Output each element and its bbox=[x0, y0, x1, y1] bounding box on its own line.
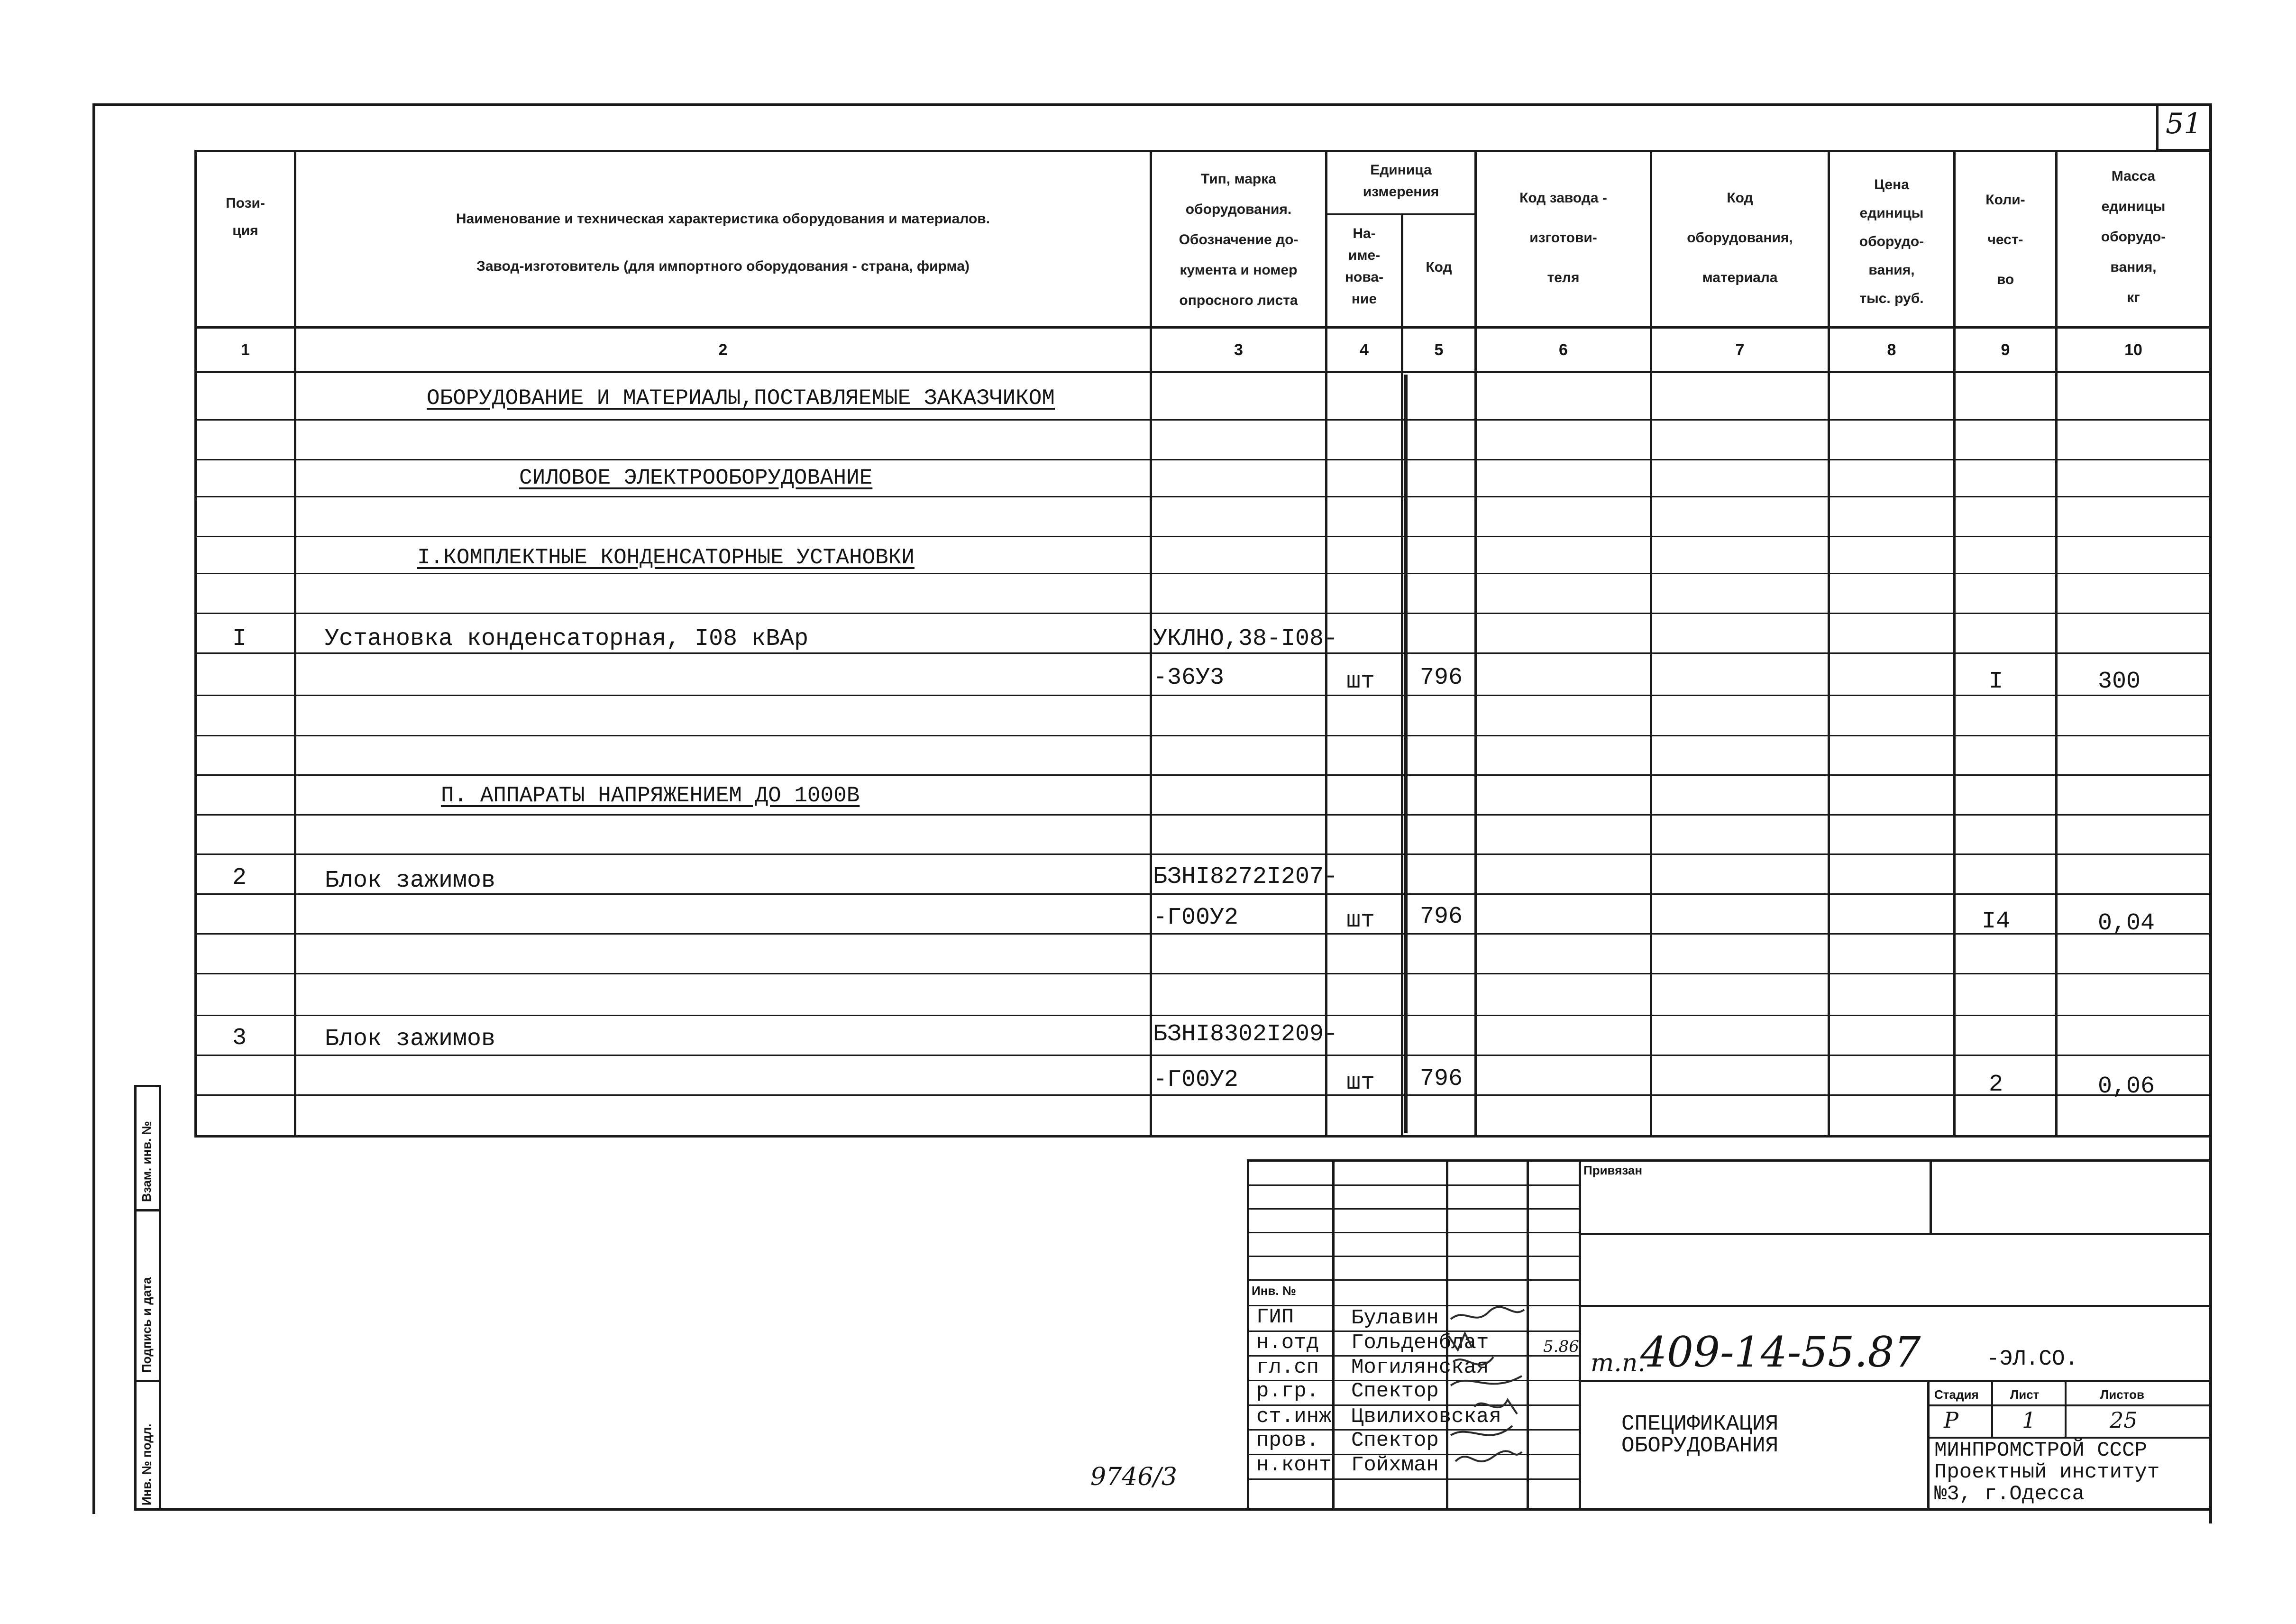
item-name: Блок зажимов bbox=[325, 1026, 496, 1053]
privyazan-label: Привязан bbox=[1583, 1163, 1643, 1177]
col-header-unit-name: На- име- нова- ние bbox=[1345, 226, 1384, 307]
col-header-mass: Масса единицы оборудо- вания, кг bbox=[2101, 168, 2166, 305]
staff-name: Могилянская bbox=[1351, 1356, 1489, 1379]
col-header-position: Пози- ция bbox=[226, 195, 265, 239]
item-mass: 0,04 bbox=[2098, 910, 2155, 937]
item-quantity: I4 bbox=[1982, 908, 2011, 935]
doc-suffix: -ЭЛ.СО. bbox=[1986, 1347, 2078, 1371]
col-number: 10 bbox=[2124, 341, 2142, 359]
staff-role: н.отд bbox=[1256, 1331, 1319, 1355]
item-unit: шт bbox=[1346, 668, 1375, 695]
item-quantity: I bbox=[1989, 668, 2003, 695]
staff-name: Спектор bbox=[1351, 1429, 1439, 1452]
item-type-cont: -36У3 bbox=[1153, 664, 1225, 691]
item-unit-code: 796 bbox=[1420, 1065, 1463, 1092]
col-header-factory-code: Код завода - изготови- теля bbox=[1519, 190, 1607, 285]
frame-right bbox=[2209, 103, 2212, 1523]
item-unit: шт bbox=[1346, 1069, 1375, 1096]
staff-role: ГИП bbox=[1256, 1305, 1294, 1329]
col-number: 1 bbox=[241, 341, 250, 359]
col-header-price: Цена единицы оборудо- вания, тыс. руб. bbox=[1859, 177, 1924, 306]
item-type: УКЛНО,38-I08- bbox=[1153, 625, 1338, 652]
staff-role: р.гр. bbox=[1256, 1379, 1319, 1403]
side-label-podpis: Подпись и дата bbox=[139, 1277, 154, 1373]
item-mass: 0,06 bbox=[2098, 1073, 2155, 1100]
col-header-type: Тип, марка оборудования. Обозначение до- кумента и номер опросного листа bbox=[1179, 171, 1299, 308]
frame-top bbox=[92, 103, 2212, 106]
inv-no-label: Инв. № bbox=[1252, 1284, 1296, 1298]
item-position: 3 bbox=[232, 1025, 247, 1052]
item-position: I bbox=[232, 625, 247, 652]
stadia-label: Стадия bbox=[1934, 1387, 1979, 1402]
signature-scribbles bbox=[1446, 1305, 1579, 1480]
staff-name: Гольденблат bbox=[1351, 1331, 1489, 1355]
item-unit: шт bbox=[1346, 907, 1375, 934]
section-heading: I.КОМПЛЕКТНЫЕ КОНДЕНСАТОРНЫЕ УСТАНОВКИ bbox=[417, 545, 915, 570]
section-heading: ОБОРУДОВАНИЕ И МАТЕРИАЛЫ,ПОСТАВЛЯЕМЫЕ ЗАКАЗЧИКОМ bbox=[427, 386, 1055, 411]
staff-name: Булавин bbox=[1351, 1306, 1439, 1330]
staff-role: пров. bbox=[1256, 1429, 1319, 1452]
col-header-name: Наименование и техническая характеристика оборудования и материалов. Завод-изготовитель (для импортного оборудования - страна, фирма) bbox=[456, 211, 990, 274]
staff-role: ст.инж bbox=[1256, 1405, 1332, 1429]
item-mass: 300 bbox=[2098, 668, 2141, 695]
item-name: Установка конденсаторная, I08 кВАр bbox=[325, 625, 809, 652]
item-type: БЗНI8272I207- bbox=[1153, 863, 1338, 890]
organization: МИНПРОМСТРОЙ СССР Проектный институт №3, г.Одесса bbox=[1934, 1439, 2160, 1506]
frame-left bbox=[92, 103, 95, 1514]
section-heading: СИЛОВОЕ ЭЛЕКТРООБОРУДОВАНИЕ bbox=[519, 466, 873, 490]
stadia-value: Р bbox=[1944, 1407, 1958, 1433]
list-value: 1 bbox=[2022, 1407, 2036, 1433]
section-heading: П. АППАРАТЫ НАПРЯЖЕНИЕМ ДО 1000В bbox=[441, 783, 860, 808]
page-number: 51 bbox=[2166, 107, 2202, 140]
list-label: Лист bbox=[2010, 1387, 2040, 1402]
staff-role: гл.сп bbox=[1256, 1356, 1319, 1379]
item-position: 2 bbox=[232, 864, 247, 891]
col-header-quantity: Коли- чест- во bbox=[1985, 192, 2025, 287]
item-unit-code: 796 bbox=[1420, 903, 1463, 930]
doc-number: 409-14-55.87 bbox=[1640, 1328, 1921, 1376]
doc-title: СПЕЦИФИКАЦИЯ ОБОРУДОВАНИЯ bbox=[1621, 1412, 1779, 1458]
staff-role: н.конт bbox=[1256, 1453, 1332, 1477]
col-number: 9 bbox=[2001, 341, 2010, 359]
col-number: 6 bbox=[1559, 341, 1568, 359]
staff-name: Спектор bbox=[1351, 1379, 1439, 1403]
item-type: БЗНI8302I209- bbox=[1153, 1021, 1338, 1048]
signature-date: 5.86 bbox=[1543, 1337, 1579, 1356]
col-header-equipment-code: Код оборудования, материала bbox=[1687, 190, 1793, 285]
staff-name: Гойхман bbox=[1351, 1453, 1439, 1477]
item-type-cont: -Г00У2 bbox=[1153, 904, 1239, 931]
item-name: Блок зажимов bbox=[325, 867, 496, 894]
col-number: 5 bbox=[1434, 341, 1444, 359]
item-unit-code: 796 bbox=[1420, 664, 1463, 691]
doc-prefix: т.п. bbox=[1591, 1349, 1646, 1377]
item-quantity: 2 bbox=[1989, 1071, 2003, 1098]
side-label-inv-podl: Инв. № подл. bbox=[139, 1423, 154, 1505]
col-number: 7 bbox=[1735, 341, 1745, 359]
col-header-unit-group: Единица измерения bbox=[1363, 162, 1439, 200]
listov-value: 25 bbox=[2110, 1407, 2138, 1433]
col-number: 4 bbox=[1360, 341, 1369, 359]
side-label-inv-vzam: Взам. инв. № bbox=[139, 1121, 154, 1202]
col-header-unit-code: Код bbox=[1426, 259, 1452, 275]
col-number: 8 bbox=[1887, 341, 1896, 359]
staff-name: Цвилиховская bbox=[1351, 1405, 1501, 1429]
stamp-number: 9746/3 bbox=[1090, 1463, 1177, 1491]
col-number: 2 bbox=[718, 341, 728, 359]
item-type-cont: -Г00У2 bbox=[1153, 1066, 1239, 1093]
listov-label: Листов bbox=[2100, 1387, 2144, 1402]
col-number: 3 bbox=[1234, 341, 1243, 359]
